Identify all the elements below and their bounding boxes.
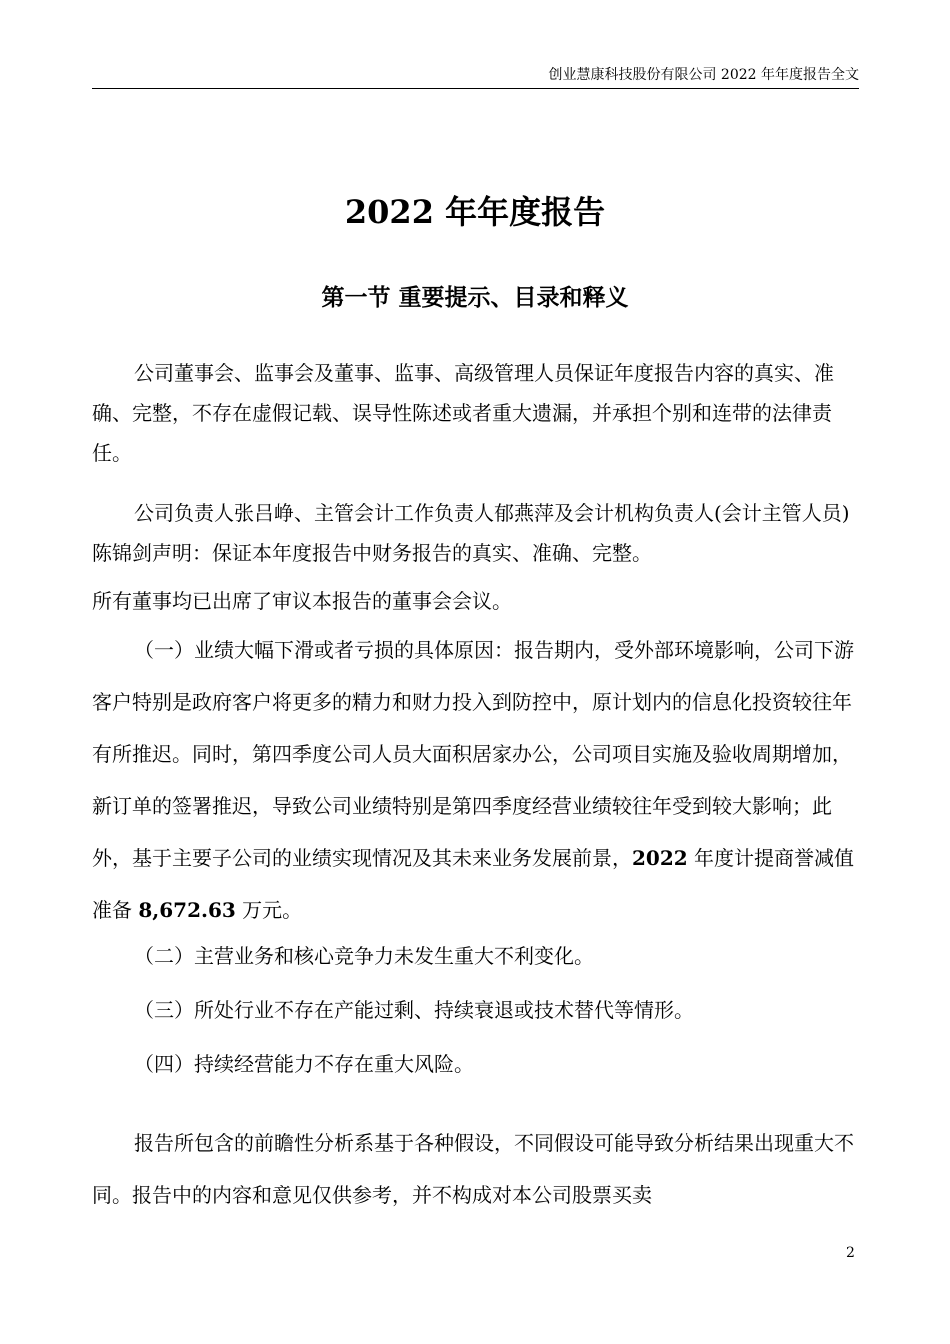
- paragraph-responsible-persons: 公司负责人张吕峥、主管会计工作负责人郁燕萍及会计机构负责人(会计主管人员)陈锦剑声明：保证本年度报告中财务报告的真实、准确、完整。: [92, 501, 850, 565]
- paragraph-main-business: （二）主营业务和核心竞争力未发生重大不利变化。: [134, 944, 594, 968]
- header-divider: [92, 88, 859, 89]
- running-header: 创业慧康科技股份有限公司 2022 年年度报告全文: [548, 67, 859, 83]
- section-title: 第一节 重要提示、目录和释义: [321, 284, 629, 311]
- paragraph-forward-looking: 报告所包含的前瞻性分析系基于各种假设，不同假设可能导致分析结果出现重大不同。报告中的内容和意见仅供参考，并不构成对本公司股票买卖: [92, 1131, 854, 1207]
- paragraph-industry: （三）所处行业不存在产能过剩、持续衰退或技术替代等情形。: [134, 998, 694, 1022]
- performance-decline-text: （一）业绩大幅下滑或者亏损的具体原因：报告期内，受外部环境影响，公司下游客户特别是政府客户将更多的精力和财力投入到防控中，原计划内的信息化投资较往年有所推迟。同时，第四季度公司人员大面积居家办公，公司项目实施及验收周期增加，新订单的签署推迟，导致公司业绩特别是第四季度经营业绩较往年受到较大影响；此外，基于主要子公司的业绩实现情况及其未来业务发展前景，: [92, 638, 854, 870]
- paragraph-going-concern: （四）持续经营能力不存在重大风险。: [134, 1052, 474, 1076]
- goodwill-text: 年度计提商誉减值准备: [92, 846, 855, 922]
- paragraph-performance-decline: [92, 624, 862, 936]
- report-title: 2022 年年度报告: [344, 193, 606, 231]
- goodwill-amount: 8,672.63: [138, 898, 236, 922]
- page-number: 2: [846, 1245, 855, 1261]
- paragraph-board-guarantee: 公司董事会、监事会及董事、监事、高级管理人员保证年度报告内容的真实、准确、完整，不存在虚假记载、误导性陈述或者重大遗漏，并承担个别和连带的法律责任。: [92, 361, 834, 465]
- paragraph-directors-attendance: 所有董事均已出席了审议本报告的董事会会议。: [92, 589, 512, 613]
- goodwill-unit: 万元。: [235, 898, 303, 922]
- goodwill-year: 2022: [632, 846, 688, 870]
